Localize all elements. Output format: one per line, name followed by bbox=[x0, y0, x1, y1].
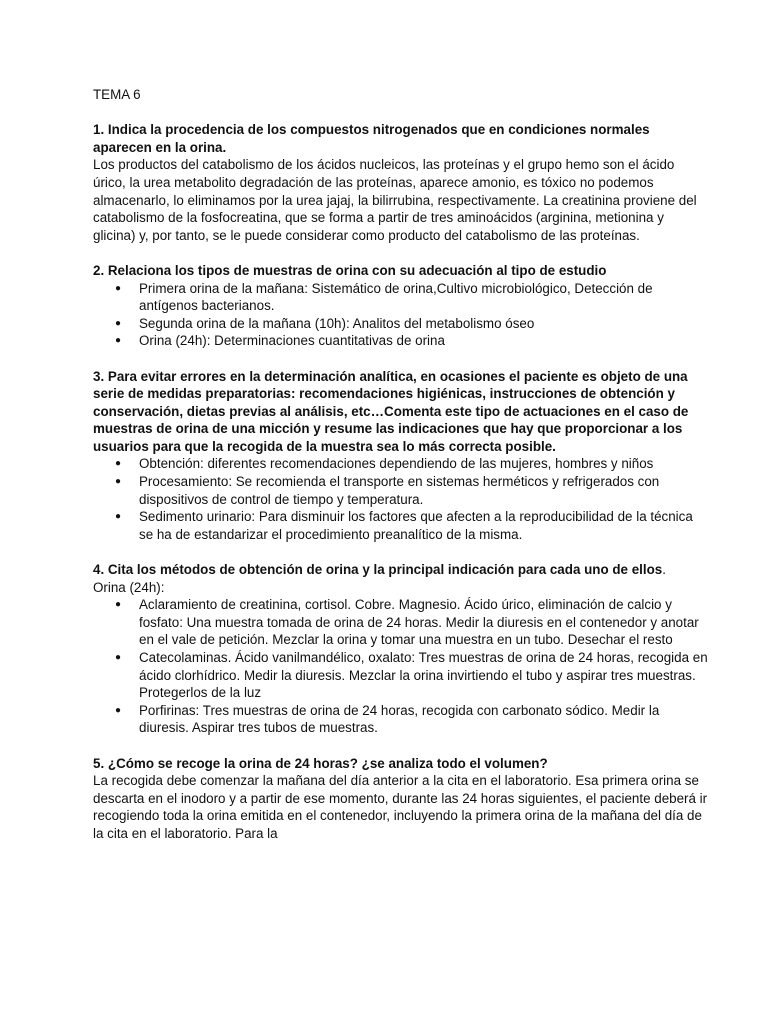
section-5 bbox=[93, 755, 708, 843]
page-title: TEMA 6 bbox=[93, 87, 141, 102]
list-item: ● Orina (24h): Determinaciones cuantitativas de orina bbox=[139, 332, 708, 350]
section-3 bbox=[93, 368, 708, 544]
list-item: ● Procesamiento: Se recomienda el transporte en sistemas herméticos y refrigerados con dispositivos de control de tiempo y temperatura. bbox=[139, 473, 708, 508]
section-4 bbox=[93, 561, 708, 737]
list-item: ● Aclaramiento de creatinina, cortisol. Cobre. Magnesio. Ácido úrico, eliminación de calcio y fosfato: Una muestra tomada de orina de 24 horas. Medir la diuresis en el contenedor y anotar en el vale de petición. Mezclar la orina y tomar una muestra en un tubo. Desechar el resto bbox=[139, 596, 708, 649]
question-4-text: 4. Cita los métodos de obtención de orina y la principal indicación para cada uno de ellos bbox=[93, 562, 663, 578]
section-1 bbox=[93, 121, 708, 244]
section-2 bbox=[93, 262, 708, 350]
bullet-list-2 bbox=[93, 280, 708, 350]
question-2: 2. Relaciona los tipos de muestras de orina con su adecuación al tipo de estudio bbox=[93, 262, 607, 278]
answer-1: Los productos del catabolismo de los ácidos nucleicos, las proteínas y el grupo hemo son el ácido úrico, la urea metabolito degradación de las proteínas, aparece amonio, es tóxico no podemos almacenarlo, lo eliminamos por la urea jajaj, la bilirrubina, respectivamente. La creatinina proviene del catabolismo de la fosfocreatina, que se forma a partir de tres aminoácidos (arginina, metionina y glicina) y, por tanto, se le puede considerar como producto del catabolismo de las proteínas. bbox=[93, 157, 697, 243]
subheading-orina-24h: Orina (24h): bbox=[93, 579, 165, 595]
question-5: 5. ¿Cómo se recoge la orina de 24 horas? ¿se analiza todo el volumen? bbox=[93, 755, 548, 771]
bullet-list-3 bbox=[93, 455, 708, 543]
list-item: ● Porfirinas: Tres muestras de orina de 24 horas, recogida con carbonato sódico. Medir la diuresis. Aspirar tres tubos de muestras. bbox=[139, 702, 708, 737]
list-item: ● Primera orina de la mañana: Sistemático de orina,Cultivo microbiológico, Detección de antígenos bacterianos. bbox=[139, 280, 708, 315]
question-3: 3. Para evitar errores en la determinación analítica, en ocasiones el paciente es objeto de una serie de medidas preparatorias: recomendaciones higiénicas, instrucciones de obtención y conservación, dietas previas al análisis, etc…Comenta este tipo de actuaciones en el caso de muestras de orina de una micción y resume las indicaciones que hay que proporcionar a los usuarios para que la recogida de la muestra sea lo más correcta posible. bbox=[93, 368, 689, 454]
list-item: ● Obtención: diferentes recomendaciones dependiendo de las mujeres, hombres y niños bbox=[139, 455, 708, 473]
question-1: 1. Indica la procedencia de los compuestos nitrogenados que en condiciones normales aparecen en la orina. bbox=[93, 122, 650, 155]
list-item: ● Sedimento urinario: Para disminuir los factores que afecten a la reproducibilidad de la técnica se ha de estandarizar el procedimiento preanalítico de la misma. bbox=[139, 508, 708, 543]
question-4 bbox=[93, 561, 708, 579]
question-4-tail: . bbox=[662, 562, 666, 578]
bullet-list-4 bbox=[93, 596, 708, 737]
list-item: ● Segunda orina de la mañana (10h): Analitos del metabolismo óseo bbox=[139, 315, 708, 333]
answer-5: La recogida debe comenzar la mañana del día anterior a la cita en el laboratorio. Esa primera orina se descarta en el inodoro y a partir de ese momento, durante las 24 horas siguientes, el paciente deberá ir recogiendo toda la orina emitida en el contenedor, incluyendo la primera orina de la mañana del día de la cita en el laboratorio. Para la bbox=[93, 773, 708, 841]
list-item: ● Catecolaminas. Ácido vanilmandélico, oxalato: Tres muestras de orina de 24 horas, recogida en ácido clorhídrico. Medir la diuresis. Mezclar la orina invirtiendo el tubo y aspirar tres muestras. Protegerlos de la luz bbox=[139, 649, 708, 702]
